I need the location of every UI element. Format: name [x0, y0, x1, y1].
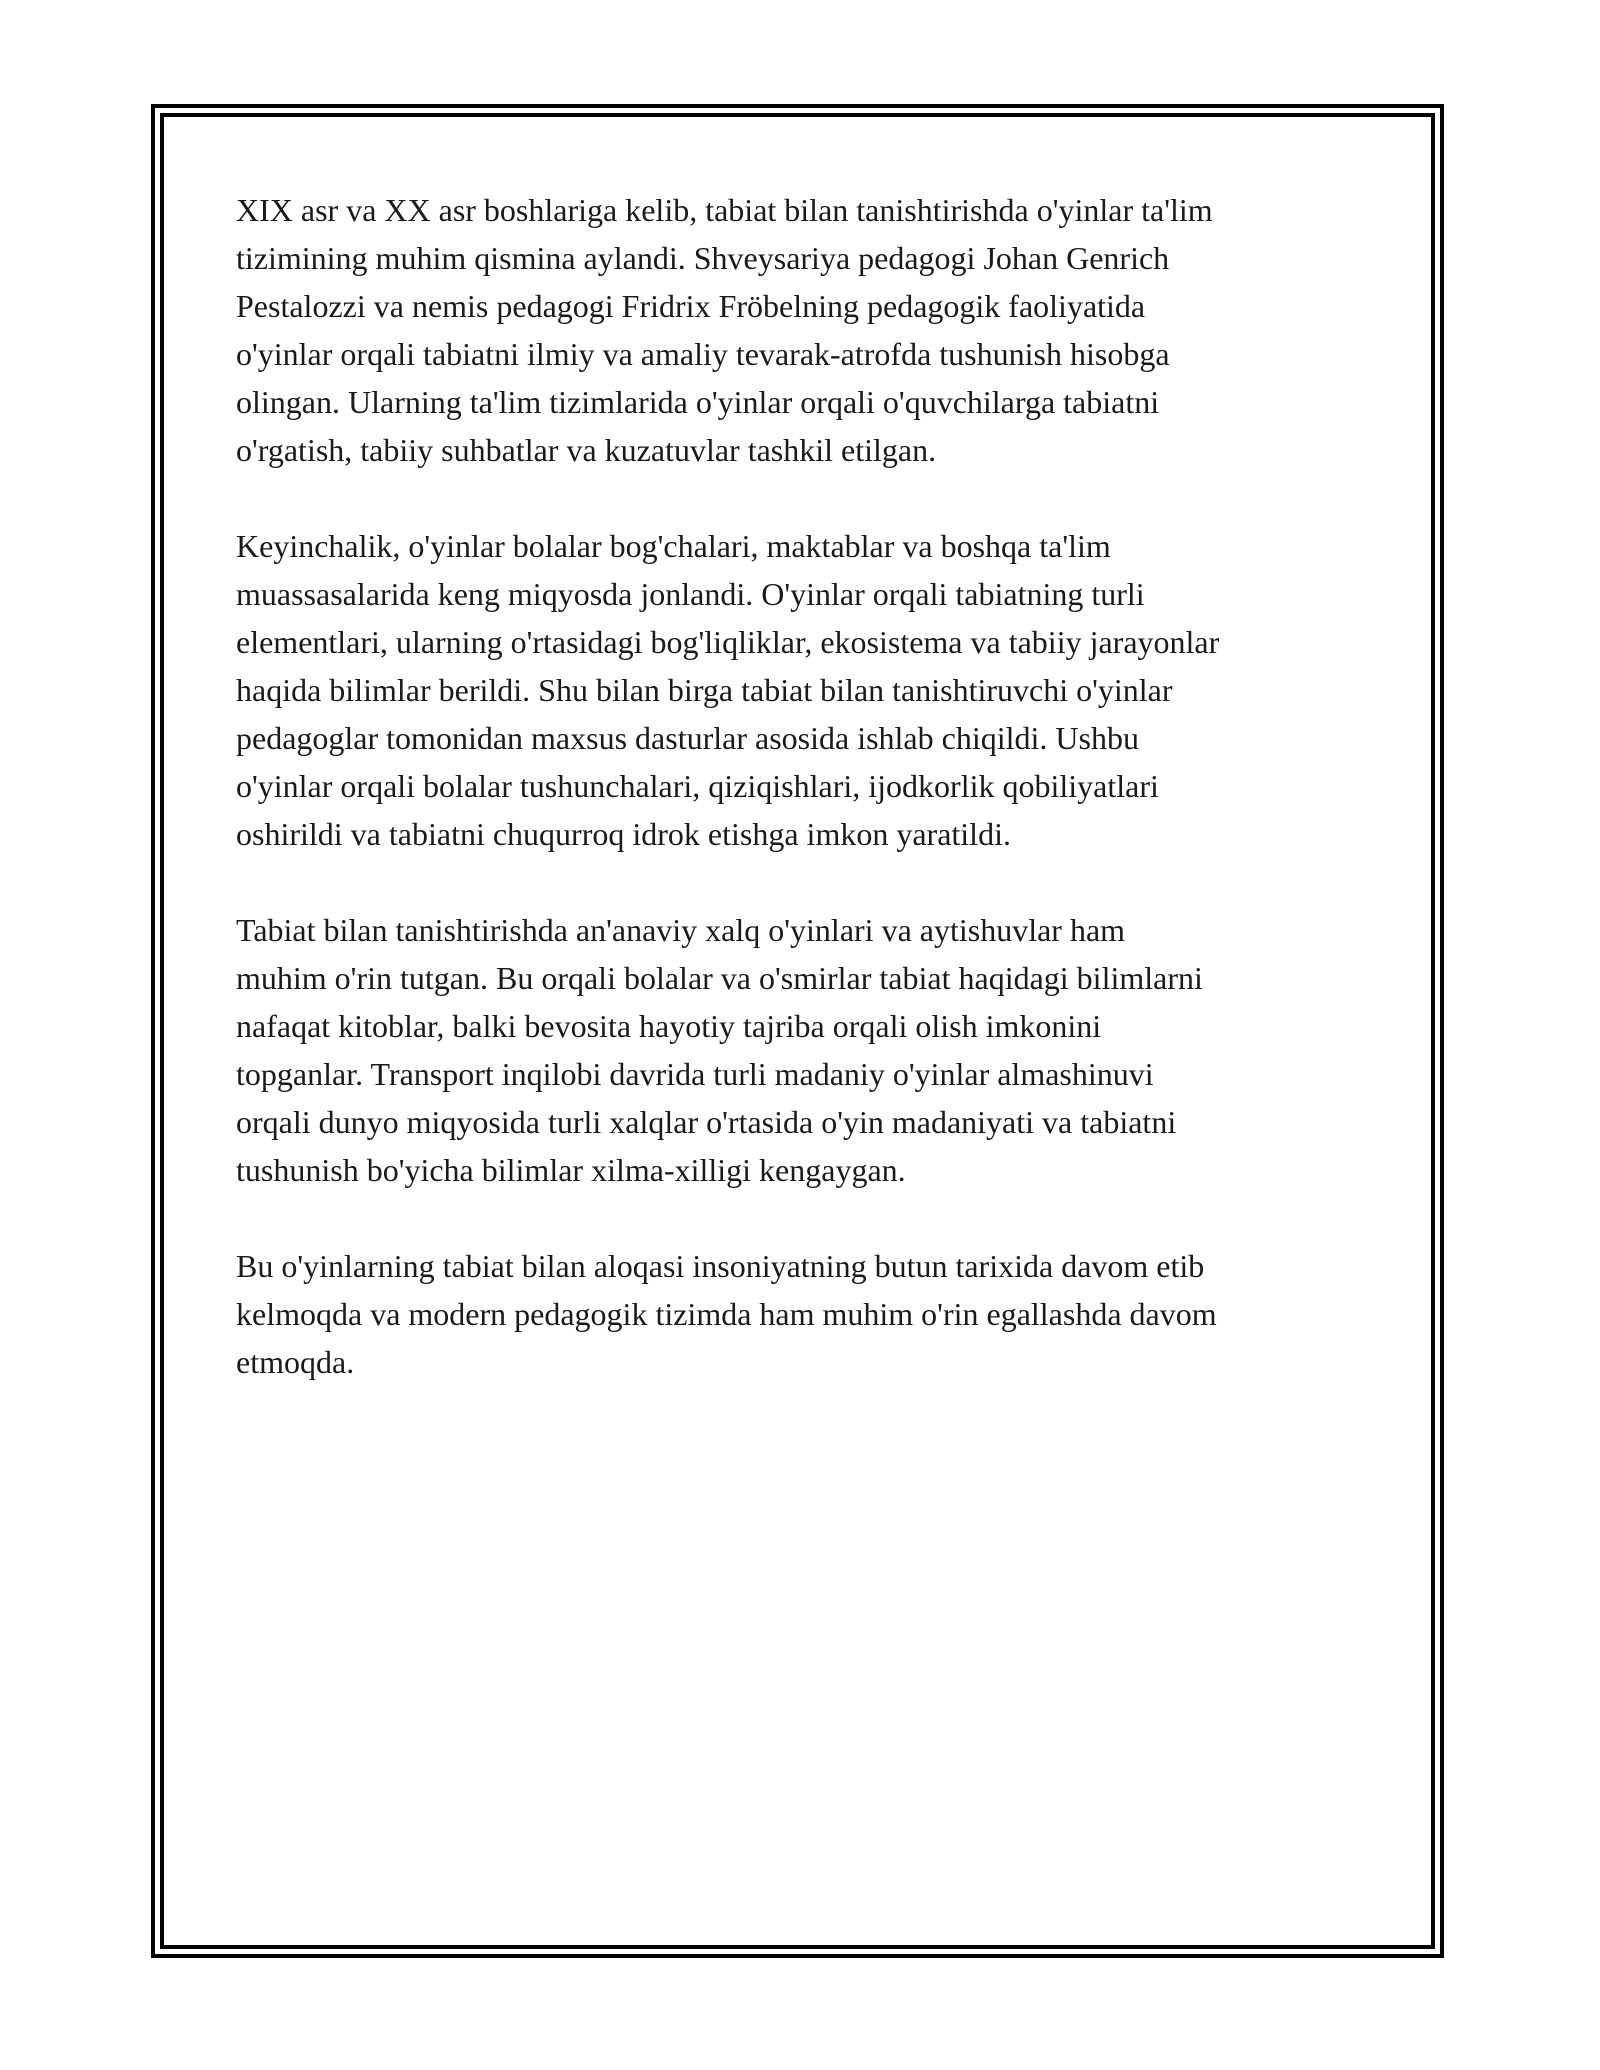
text-line: XIX asr va XX asr boshlariga kelib, tabiat bilan tanishtirishda o'yinlar ta'lim — [236, 192, 1213, 228]
text-line: nafaqat kitoblar, balki bevosita hayotiy tajriba orqali olish imkonini — [236, 1008, 1102, 1044]
paragraph-1 — [236, 186, 1366, 474]
text-line: elementlari, ularning o'rtasidagi bog'liqliklar, ekosistema va tabiiy jarayonlar — [236, 624, 1220, 660]
text-line: tizimining muhim qismina aylandi. Shveysariya pedagogi Johan Genrich — [236, 240, 1170, 276]
text-line: muassasalarida keng miqyosda jonlandi. O'yinlar orqali tabiatning turli — [236, 576, 1145, 612]
text-line: o'yinlar orqali tabiatni ilmiy va amaliy tevarak-atrofda tushunish hisobga — [236, 336, 1170, 372]
text-line: muhim o'rin tutgan. Bu orqali bolalar va o'smirlar tabiat haqidagi bilimlarni — [236, 960, 1203, 996]
document-body — [236, 186, 1366, 1434]
text-line: o'rgatish, tabiiy suhbatlar va kuzatuvlar tashkil etilgan. — [236, 432, 937, 468]
text-line: orqali dunyo miqyosida turli xalqlar o'rtasida o'yin madaniyati va tabiatni — [236, 1104, 1177, 1140]
paragraph-3 — [236, 906, 1366, 1194]
text-line: kelmoqda va modern pedagogik tizimda ham muhim o'rin egallashda davom — [236, 1296, 1217, 1332]
text-line: Keyinchalik, o'yinlar bolalar bog'chalari, maktablar va boshqa ta'lim — [236, 528, 1111, 564]
text-line: etmoqda. — [236, 1344, 355, 1380]
text-line: haqida bilimlar berildi. Shu bilan birga tabiat bilan tanishtiruvchi o'yinlar — [236, 672, 1173, 708]
text-line: Bu o'yinlarning tabiat bilan aloqasi insoniyatning butun tarixida davom etib — [236, 1248, 1205, 1284]
text-line: o'yinlar orqali bolalar tushunchalari, qiziqishlari, ijodkorlik qobiliyatlari — [236, 768, 1159, 804]
text-line: topganlar. Transport inqilobi davrida turli madaniy o'yinlar almashinuvi — [236, 1056, 1154, 1092]
paragraph-2 — [236, 522, 1366, 858]
text-line: Pestalozzi va nemis pedagogi Fridrix Fröbelning pedagogik faoliyatida — [236, 288, 1146, 324]
text-line: pedagoglar tomonidan maxsus dasturlar asosida ishlab chiqildi. Ushbu — [236, 720, 1139, 756]
text-line: tushunish bo'yicha bilimlar xilma-xilligi kengaygan. — [236, 1152, 906, 1188]
text-line: olingan. Ularning ta'lim tizimlarida o'yinlar orqali o'quvchilarga tabiatni — [236, 384, 1160, 420]
text-line: Tabiat bilan tanishtirishda an'anaviy xalq o'yinlari va aytishuvlar ham — [236, 912, 1126, 948]
text-line: oshirildi va tabiatni chuqurroq idrok etishga imkon yaratildi. — [236, 816, 1011, 852]
paragraph-4 — [236, 1242, 1366, 1386]
